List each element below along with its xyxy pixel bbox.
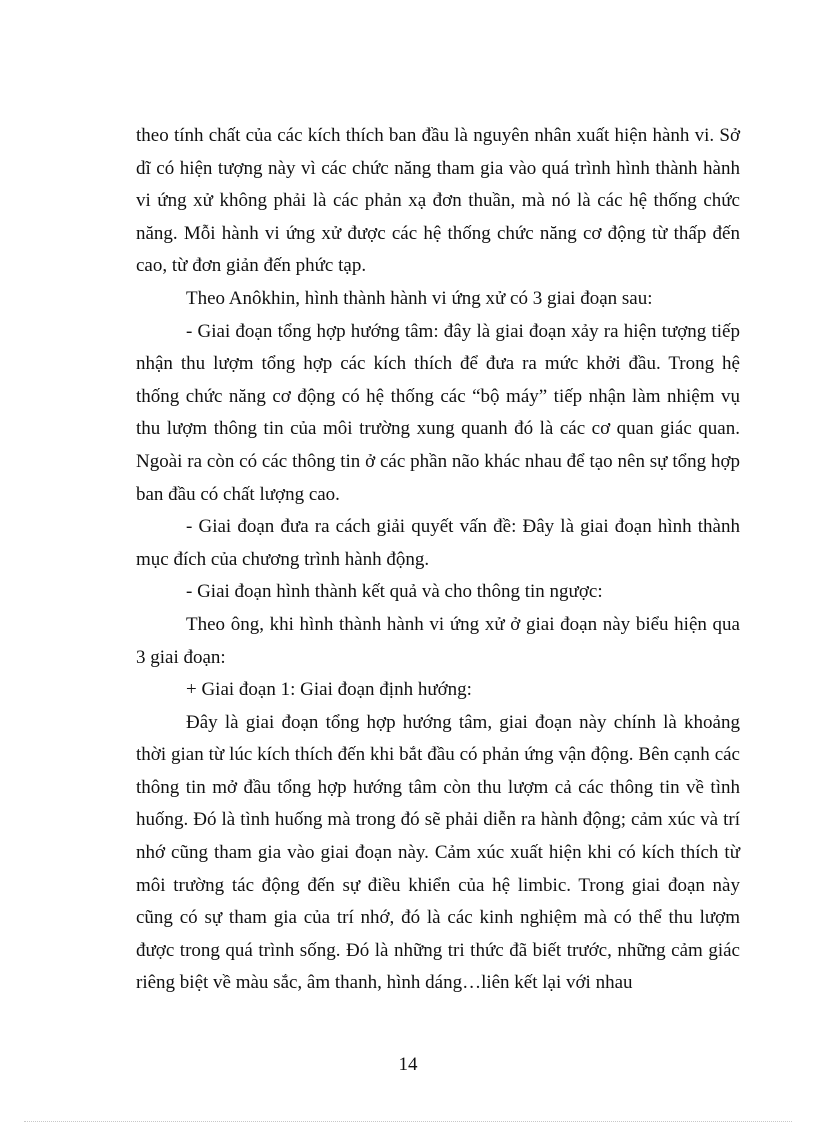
paragraph: Theo Anôkhin, hình thành hành vi ứng xử có 3 giai đoạn sau:	[186, 287, 653, 309]
paragraph: - Giai đoạn tổng hợp hướng tâm: đây là giai đoạn xảy ra hiện tượng tiếp nhận thu lượm tổng hợp các kích thích để đưa ra mức khởi đầu. Trong hệ thống chức năng cơ động có hệ thống các “bộ máy” tiếp nhận làm nhiệm vụ thu lượm thông tin của môi trường xung quanh đó là các cơ quan giác quan. Ngoài ra còn có các thông tin ở các phần não khác nhau để tạo nên sự tổng hợp ban đầu có chất lượng cao.	[136, 320, 740, 505]
paragraph: Theo ông, khi hình thành hành vi ứng xử ở giai đoạn này biểu hiện qua 3 giai đoạn:	[136, 613, 740, 668]
page-number: 14	[398, 1054, 418, 1075]
paragraph: Đây là giai đoạn tổng hợp hướng tâm, giai đoạn này chính là khoảng thời gian từ lúc kích thích đến khi bắt đầu có phản ứng vận động. Bên cạnh các thông tin mở đầu tổng hợp hướng tâm còn thu lượm cả các thông tin về tình huống. Đó là tình huống mà trong đó sẽ phải diễn ra hành động; cảm xúc và trí nhớ cũng tham gia vào giai đoạn này. Cảm xúc xuất hiện khi có kích thích từ môi trường tác động đến sự điều khiển của hệ limbic. Trong giai đoạn này cũng có sự tham gia của trí nhớ, đó là các kinh nghiệm mà có thể thu lượm được trong quá trình sống. Đó là những tri thức đã biết trước, những cảm giác riêng biệt về màu sắc, âm thanh, hình dáng…liên kết lại với nhau	[136, 711, 740, 994]
paragraph: + Giai đoạn 1: Giai đoạn định hướng:	[186, 679, 472, 701]
page-bottom-border	[24, 1121, 792, 1122]
paragraph: theo tính chất của các kích thích ban đầu là nguyên nhân xuất hiện hành vi. Sở dĩ có hiện tượng này vì các chức năng tham gia vào quá trình hình thành hành vi ứng xử không phải là các phản xạ đơn thuần, mà nó là các hệ thống chức năng. Mỗi hành vi ứng xử được các hệ thống chức năng cơ động từ thấp đến cao, từ đơn giản đến phức tạp.	[136, 125, 740, 277]
paragraph: - Giai đoạn hình thành kết quả và cho thông tin ngược:	[186, 581, 603, 603]
body-text	[136, 120, 740, 1000]
paragraph: - Giai đoạn đưa ra cách giải quyết vấn đề: Đây là giai đoạn hình thành mục đích của chương trình hành động.	[136, 516, 740, 570]
